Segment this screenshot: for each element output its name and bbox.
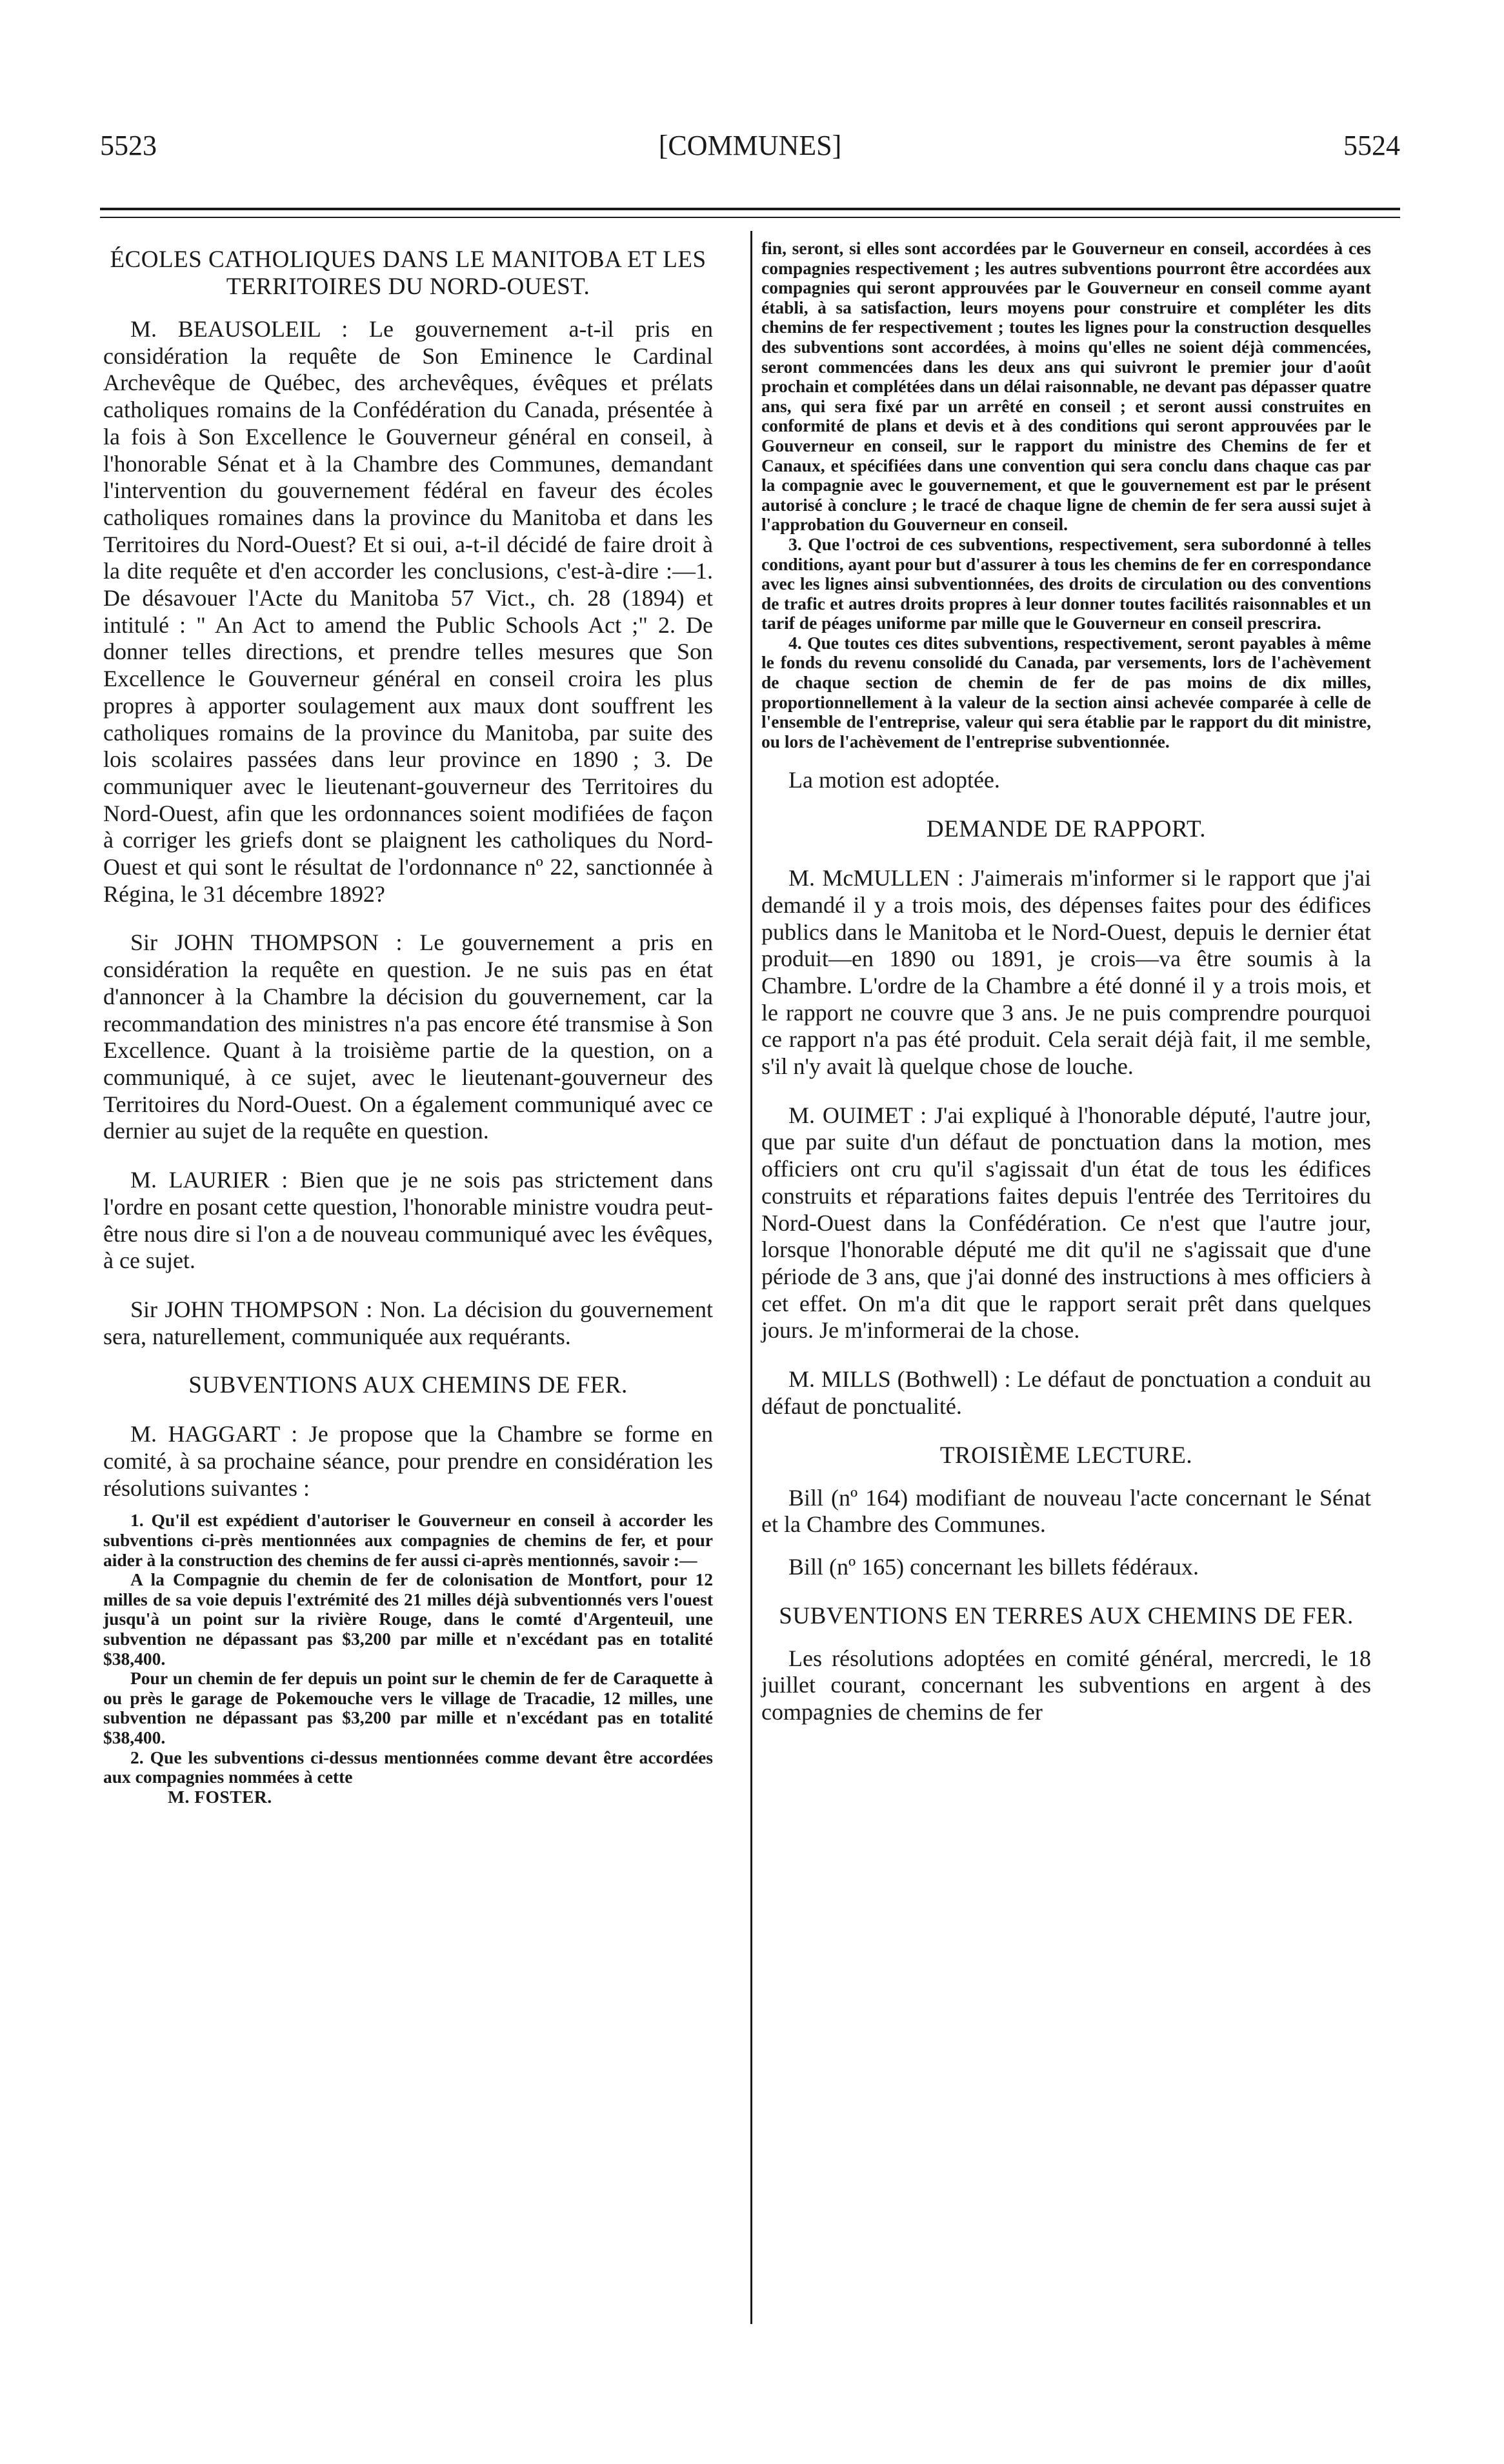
paragraph: Sir JOHN THOMPSON : Non. La décision du gouvernement sera, naturellement, communiquée aux requérants. <box>103 1296 713 1349</box>
paragraph: La motion est adoptée. <box>788 767 1000 793</box>
left-column <box>103 239 713 1807</box>
paragraph: Bill (nº 164) modifiant de nouveau l'acte concernant le Sénat et la Chambre des Communes. <box>761 1484 1371 1538</box>
resolution-text: 1. Qu'il est expédient d'autoriser le Gouverneur en conseil à accorder les subventions ci-près mentionnées aux compagnies de chemins de fer, et pour aider à la construction des chemins de fer aussi ci-après mentionnés, savoir :— <box>103 1510 713 1570</box>
section-heading: SUBVENTIONS EN TERRES AUX CHEMINS DE FER. <box>779 1602 1354 1629</box>
running-title: [COMMUNES] <box>658 130 842 161</box>
paragraph: M. HAGGART : Je propose que la Chambre se forme en comité, à sa prochaine séance, pour prendre en considération les résolutions suivantes : <box>103 1421 713 1501</box>
resolution-text: 2. Que les subventions ci-dessus mentionnées comme devant être accordées aux compagnies nommées à cette <box>103 1747 713 1787</box>
paragraph: Bill (nº 165) concernant les billets fédéraux. <box>788 1553 1199 1580</box>
paragraph: M. OUIMET : J'ai expliqué à l'honorable député, l'autre jour, que par suite d'un défaut de ponctuation dans la motion, mes officiers ont cru qu'il s'agissait d'un état de tous les édifices construits et réparations faites depuis l'entrée des Territoires du Nord-Ouest dans la Confédération. Ce n'est que l'autre jour, lorsque l'honorable député me dit qu'il ne s'agissait que d'une période de 3 ans, que j'ai donné des instructions à mes officiers à cet effet. On m'a dit que le rapport serait prêt dans quelques jours. Je m'informerai de la chose. <box>761 1102 1371 1344</box>
section-heading: TROISIÈME LECTURE. <box>939 1442 1193 1469</box>
paragraph: Les résolutions adoptées en comité général, mercredi, le 18 juillet courant, concernant les subventions en argent à des compagnies de chemins de fer <box>761 1645 1371 1725</box>
header-rule-thick <box>100 208 1400 210</box>
section-heading: ÉCOLES CATHOLIQUES DANS LE MANITOBA ET LES TERRITOIRES DU NORD-OUEST. <box>110 246 707 300</box>
resolution-text: fin, seront, si elles sont accordées par le Gouverneur en conseil, accordées à ces compagnies respectivement ; les autres subventions pourront être accordées aux compagnies qui seront approuvées par le Gouverneur en conseil comme ayant établi, à sa satisfaction, leurs moyens pour construire et compléter les dits chemins de fer respectivement ; toutes les lignes pour la construction desquelles des subventions sont accordées, à moins qu'elles ne soient déjà commencées, seront commencées dans les deux ans qui suivront le premier jour d'août prochain et complétées dans un délai raisonnable, ne devant pas dépasser quatre ans, qui sera fixé par un arrêté en conseil ; et seront aussi construites en conformité de plans et devis et à des conditions qui seront approuvées par le Gouverneur en conseil, sur le rapport du ministre des Chemins de fer et Canaux, et spécifiées dans une convention qui sera conclu dans chaque cas par la compagnie avec le gouvernement, et que le gouvernement est par le présent autorisé à conclure ; le tracé de chaque ligne de chemin de fer sera aussi sujet à l'approbation du Gouverneur en conseil. <box>761 238 1371 535</box>
page-number-right: 5524 <box>1343 130 1400 161</box>
header-rule-thin <box>100 217 1400 218</box>
resolution-text: 4. Que toutes ces dites subventions, respectivement, seront payables à même le fonds du revenu consolidé du Canada, par versements, lors de l'achèvement de chaque section de chemin de fer de pas moins de dix milles, proportionnellement à la valeur de la section ainsi achevée comparée à celle de l'ensemble de l'entreprise, valeur qui sera établie par le rapport du dit ministre, ou lors de l'achèvement de l'entreprise subventionnée. <box>761 632 1371 751</box>
paragraph: M. BEAUSOLEIL : Le gouvernement a-t-il pris en considération la requête de Son Eminence le Cardinal Archevêque de Québec, des archevêques, évêques et prélats catholiques romains de la Confédération du Canada, présentée à la fois à Son Excellence le Gouverneur général en conseil, à l'honorable Sénat et à la Chambre des Communes, demandant l'intervention du gouvernement fédéral en faveur des écoles catholiques romaines dans la province du Manitoba et dans les Territoires du Nord-Ouest? Et si oui, a-t-il décidé de faire droit à la dite requête et d'en accorder les conclusions, c'est-à-dire :—1. De désavouer l'Acte du Manitoba 57 Vict., ch. 28 (1894) et intitulé : " An Act to amend the Public Schools Act ;" 2. De donner telles directions, et prendre telles mesures que Son Excellence le Gouverneur général en conseil croira les plus propres à apporter soulagement aux maux dont souffrent les catholiques romains de la province du Manitoba, par suite des lois scolaires passées dans leur province en 1890 ; 3. De communiquer avec le lieutenant-gouverneur des Territoires du Nord-Ouest, afin que les ordonnances soient modifiées de façon à corriger les griefs dont se plaignent les catholiques du Nord-Ouest et qui sont le résultat de l'ordonnance nº 22, sanctionnée à Régina, le 31 décembre 1892? <box>103 316 713 907</box>
paragraph: M. McMULLEN : J'aimerais m'informer si le rapport que j'ai demandé il y a trois mois, des dépenses faites pour des édifices publics dans le Manitoba et le Nord-Ouest, depuis le dernier état produit—en 1890 ou 1891, je crois—va être soumis à la Chambre. L'ordre de la Chambre a été donné il y a trois mois, et le rapport ne couvre que 3 ans. Je ne puis comprendre pourquoi ce rapport n'a pas été produit. Cela serait déjà fait, il me semble, s'il n'y avait là quelque chose de louche. <box>761 865 1371 1080</box>
paragraph: Sir JOHN THOMPSON : Le gouvernement a pris en considération la requête en question. Je ne suis pas en état d'annoncer à la Chambre la décision du gouvernement, car la recommandation des ministres n'a pas encore été transmise à Son Excellence. Quant à la troisième partie de la question, on a communiqué, à ce sujet, avec le lieutenant-gouverneur des Territoires du Nord-Ouest. On a également communiqué avec ce dernier au sujet de la requête en question. <box>103 929 713 1144</box>
column-divider <box>750 231 752 2324</box>
paragraph: M. LAURIER : Bien que je ne sois pas strictement dans l'ordre en posant cette question, l'honorable ministre voudra peut-être nous dire si l'on a de nouveau communiqué avec les évêques, à ce sujet. <box>103 1167 713 1274</box>
section-heading: SUBVENTIONS AUX CHEMINS DE FER. <box>188 1372 628 1399</box>
section-heading: DEMANDE DE RAPPORT. <box>926 816 1207 843</box>
page-header <box>100 129 1400 174</box>
resolution-text: 3. Que l'octroi de ces subventions, respectivement, sera subordonné à telles conditions, ayant pour but d'assurer à tous les chemins de fer en correspondance avec les lignes ainsi subventionnées, des droits de circulation ou des conventions de trafic et autres droits propres à leur donner toutes facilités raisonnables et un tarif de péages uniforme par mille que le Gouverneur en conseil prescrira. <box>761 533 1371 633</box>
page-number-left: 5523 <box>100 130 157 161</box>
right-column <box>761 239 1371 1726</box>
signature: M. FOSTER. <box>168 1786 272 1807</box>
resolution-text: A la Compagnie du chemin de fer de colonisation de Montfort, pour 12 milles de sa voie depuis l'extrémité des 21 milles déjà subventionnés vers l'ouest jusqu'à un point sur la rivière Rouge, dans le comté d'Argenteuil, une subvention ne dépassant pas $3,200 par mille et n'excédant pas en totalité $38,400. <box>103 1569 713 1669</box>
paragraph: M. MILLS (Bothwell) : Le défaut de ponctuation a conduit au défaut de ponctualité. <box>761 1366 1371 1419</box>
resolution-text: Pour un chemin de fer depuis un point sur le chemin de fer de Caraquette à ou près le garage de Pokemouche vers le village de Tracadie, 12 milles, une subvention ne dépassant pas $3,200 par mille et n'excédant pas en totalité $38,400. <box>103 1668 713 1747</box>
